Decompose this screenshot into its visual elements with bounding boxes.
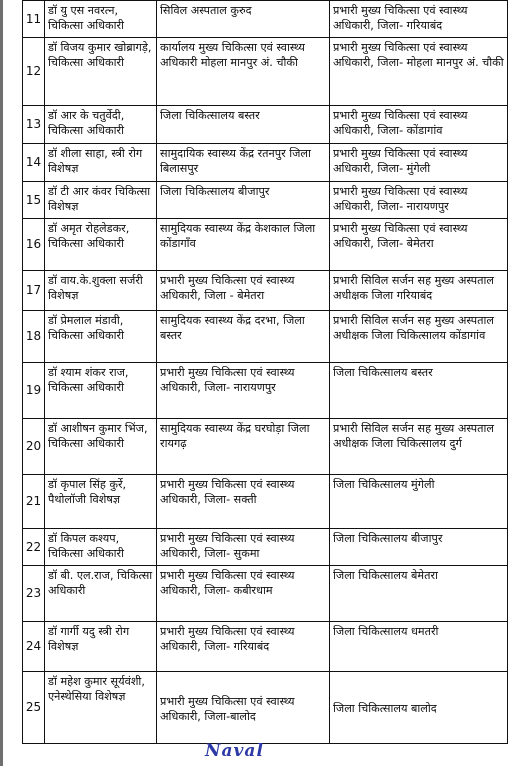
new-posting: प्रभारी मुख्य चिकित्सा एवं स्वास्थ्य अधिकारी, जिला- मोहला मानपुर अं. चौकी bbox=[330, 38, 508, 106]
serial-number: 25 bbox=[23, 672, 45, 744]
current-posting: कार्यालय मुख्य चिकित्सा एवं स्वास्थ्य अधिकारी मोहला मानपुर अं. चौकी bbox=[157, 38, 330, 106]
serial-number: 11 bbox=[23, 1, 45, 38]
current-posting: प्रभारी मुख्य चिकित्सा एवं स्वास्थ्य अधिकारी, जिला-बालोद bbox=[157, 672, 330, 744]
officer-name: डॉ आशीषन कुमार भिंज, चिकित्सा अधिकारी bbox=[45, 419, 157, 475]
signature: Naval bbox=[205, 741, 264, 761]
serial-number: 15 bbox=[23, 182, 45, 219]
table-row bbox=[23, 672, 508, 744]
officer-name: डॉ श्याम शंकर राज, चिकित्सा अधिकारी bbox=[45, 363, 157, 419]
table-row bbox=[23, 144, 508, 182]
serial-number: 16 bbox=[23, 219, 45, 271]
current-posting: सामुदियक स्वास्थ्य केंद्र दरभा, जिला बस्तर bbox=[157, 311, 330, 363]
table-row bbox=[23, 363, 508, 419]
officer-name: डॉ यु एस नवरत्न, चिकित्सा अधिकारी bbox=[45, 1, 157, 38]
officer-name: डॉ गार्गी यदु स्त्री रोग विशेषज्ञ bbox=[45, 622, 157, 672]
new-posting: जिला चिकित्सालय बीजापुर bbox=[330, 529, 508, 566]
serial-number: 17 bbox=[23, 271, 45, 311]
new-posting: प्रभारी मुख्य चिकित्सा एवं स्वास्थ्य अधिकारी, जिला- मुंगेली bbox=[330, 144, 508, 182]
table-row bbox=[23, 182, 508, 219]
current-posting: प्रभारी मुख्य चिकित्सा एवं स्वास्थ्य अधिकारी, जिला - बेमेतरा bbox=[157, 271, 330, 311]
current-posting: प्रभारी मुख्य चिकित्सा एवं स्वास्थ्य अधिकारी, जिला- गरियाबंद bbox=[157, 622, 330, 672]
current-posting: प्रभारी मुख्य चिकित्सा एवं स्वास्थ्य अधिकारी, जिला- नारायणपुर bbox=[157, 363, 330, 419]
new-posting: प्रभारी सिविल सर्जन सह मुख्य अस्पताल अधीक्षक जिला चिकित्सालय दुर्ग bbox=[330, 419, 508, 475]
table-row bbox=[23, 529, 508, 566]
new-posting: प्रभारी मुख्य चिकित्सा एवं स्वास्थ्य अधिकारी, जिला- कोंडागांव bbox=[330, 106, 508, 144]
current-posting: सामुदियक स्वास्थ्य केंद्र केशकाल जिला कोंडागाँव bbox=[157, 219, 330, 271]
current-posting: सामुदायिक स्वास्थ्य केंद्र रतनपुर जिला बिलासपुर bbox=[157, 144, 330, 182]
table-row bbox=[23, 566, 508, 622]
new-posting: प्रभारी सिविल सर्जन सह मुख्य अस्पताल अधीक्षक जिला गरियाबंद bbox=[330, 271, 508, 311]
new-posting: प्रभारी मुख्य चिकित्सा एवं स्वास्थ्य अधिकारी, जिला- नारायणपुर bbox=[330, 182, 508, 219]
current-posting: प्रभारी मुख्य चिकित्सा एवं स्वास्थ्य अधिकारी, जिला- सक्ती bbox=[157, 475, 330, 529]
new-posting: प्रभारी सिविल सर्जन सह मुख्य अस्पताल अधीक्षक जिला चिकित्सालय कोंडागांव bbox=[330, 311, 508, 363]
new-posting: जिला चिकित्सालय बेमेतरा bbox=[330, 566, 508, 622]
table-row bbox=[23, 1, 508, 38]
transfer-table bbox=[22, 0, 508, 744]
officer-name: डॉ अमृत रोहलेडकर, चिकित्सा अधिकारी bbox=[45, 219, 157, 271]
table-row bbox=[23, 419, 508, 475]
officer-name: डॉ आर के चतुर्वेदी, चिकित्सा अधिकारी bbox=[45, 106, 157, 144]
officer-name: डॉ वाय.के.शुक्ला सर्जरी विशेषज्ञ bbox=[45, 271, 157, 311]
current-posting: प्रभारी मुख्य चिकित्सा एवं स्वास्थ्य अधिकारी, जिला- सुकमा bbox=[157, 529, 330, 566]
new-posting: प्रभारी मुख्य चिकित्सा एवं स्वास्थ्य अधिकारी, जिला- बेमेतरा bbox=[330, 219, 508, 271]
serial-number: 19 bbox=[23, 363, 45, 419]
serial-number: 18 bbox=[23, 311, 45, 363]
serial-number: 24 bbox=[23, 622, 45, 672]
serial-number: 21 bbox=[23, 475, 45, 529]
serial-number: 14 bbox=[23, 144, 45, 182]
scan-left-edge bbox=[0, 0, 3, 766]
table-row bbox=[23, 622, 508, 672]
current-posting: जिला चिकित्सालय बीजापुर bbox=[157, 182, 330, 219]
serial-number: 12 bbox=[23, 38, 45, 106]
table-row bbox=[23, 475, 508, 529]
current-posting: सिविल अस्पताल कुरुद bbox=[157, 1, 330, 38]
serial-number: 13 bbox=[23, 106, 45, 144]
table-row bbox=[23, 271, 508, 311]
officer-name: डॉ बी. एल.राज, चिकित्सा अधिकारी bbox=[45, 566, 157, 622]
new-posting: जिला चिकित्सालय धमतरी bbox=[330, 622, 508, 672]
serial-number: 20 bbox=[23, 419, 45, 475]
new-posting: जिला चिकित्सालय बस्तर bbox=[330, 363, 508, 419]
officer-name: डॉ प्रेमलाल मंडावी, चिकित्सा अधिकारी bbox=[45, 311, 157, 363]
officer-name: डॉ महेश कुमार सूर्यवंशी, एनेस्थेसिया विशेषज्ञ bbox=[45, 672, 157, 744]
table-row bbox=[23, 311, 508, 363]
officer-name: डॉ टी आर कंवर चिकित्सा विशेषज्ञ bbox=[45, 182, 157, 219]
table-row bbox=[23, 219, 508, 271]
table-row bbox=[23, 38, 508, 106]
officer-name: डॉ विजय कुमार खोब्रागड़े, चिकित्सा अधिकारी bbox=[45, 38, 157, 106]
current-posting: जिला चिकित्सालय बस्तर bbox=[157, 106, 330, 144]
new-posting: जिला चिकित्सालय बालोद bbox=[330, 672, 508, 744]
serial-number: 23 bbox=[23, 566, 45, 622]
officer-name: डॉ कृपाल सिंह कुर्रे, पैथोलॉजी विशेषज्ञ bbox=[45, 475, 157, 529]
table-row bbox=[23, 106, 508, 144]
new-posting: प्रभारी मुख्य चिकित्सा एवं स्वास्थ्य अधिकारी, जिला- गरियाबंद bbox=[330, 1, 508, 38]
officer-name: डॉ शीला साहा, स्त्री रोग विशेषज्ञ bbox=[45, 144, 157, 182]
current-posting: प्रभारी मुख्य चिकित्सा एवं स्वास्थ्य अधिकारी, जिला- कबीरधाम bbox=[157, 566, 330, 622]
officer-name: डॉ किपल कश्यप, चिकित्सा अधिकारी bbox=[45, 529, 157, 566]
new-posting: जिला चिकित्सालय मुंगेली bbox=[330, 475, 508, 529]
serial-number: 22 bbox=[23, 529, 45, 566]
current-posting: सामुदियक स्वास्थ्य केंद्र घरघोड़ा जिला रायगढ़ bbox=[157, 419, 330, 475]
